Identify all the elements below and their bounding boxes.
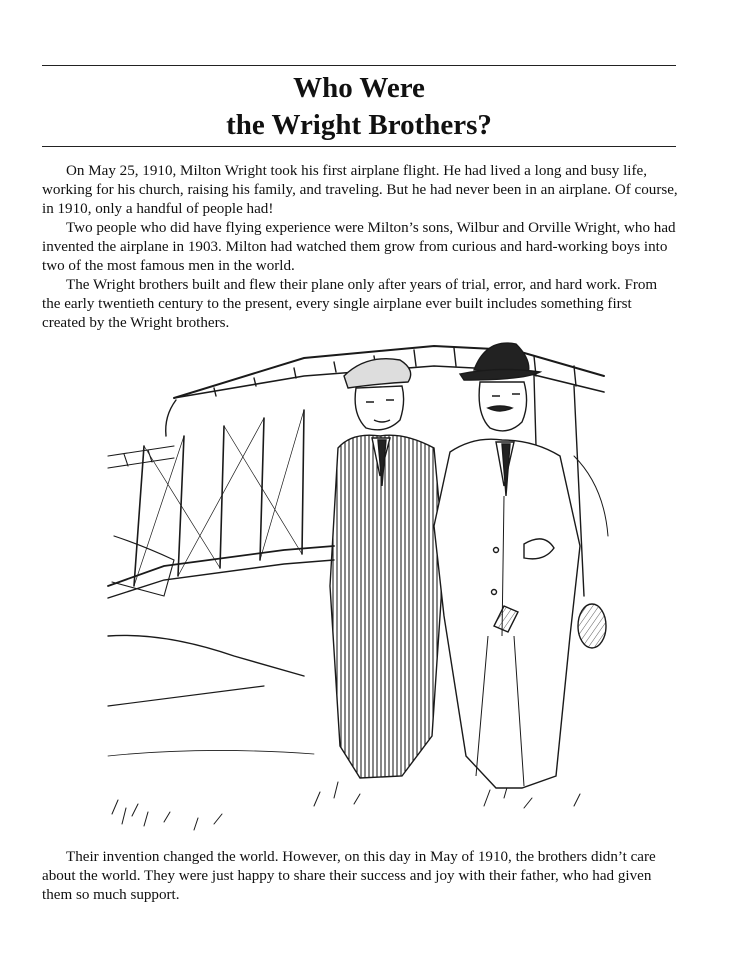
title-rule-top bbox=[42, 65, 676, 66]
wright-brothers-illustration bbox=[104, 336, 616, 844]
paragraph-1: On May 25, 1910, Milton Wright took his first airplane flight. He had lived a long and busy life, working for his church, raising his family, and traveling. But he had never been in an airplane. Of course, in 1910, only a handful of people had! bbox=[42, 163, 678, 217]
paragraph-4: Their invention changed the world. However, on this day in May of 1910, the brothers didn’t care about the world. They were just happy to share their success and joy with their father, who had given them so much support. bbox=[42, 849, 656, 903]
intro-text bbox=[42, 162, 678, 333]
paragraph-3: The Wright brothers built and flew their plane only after years of trial, error, and hard work. From the early twentieth century to the present, every single airplane ever built includes something first created by the Wright brothers. bbox=[42, 277, 658, 331]
closing-text bbox=[42, 848, 678, 905]
title-rule-bottom bbox=[42, 146, 676, 147]
paragraph-2: Two people who did have flying experience were Milton’s sons, Wilbur and Orville Wright, who had invented the airplane in 1903. Milton had watched them grow from curious and hard-working boys into two of the most famous men in the world. bbox=[42, 220, 676, 274]
title-line-1: Who Were bbox=[293, 72, 425, 104]
title-line-2: the Wright Brothers? bbox=[226, 109, 492, 141]
page-title bbox=[42, 70, 676, 144]
